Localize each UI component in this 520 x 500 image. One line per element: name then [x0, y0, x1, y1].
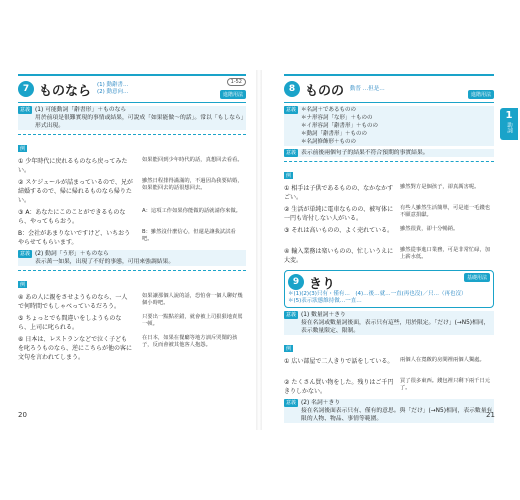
example-item: ② スケジュールが詰まっているので、兄が結婚するので、帰に帰れるものなら帰りたい。 雖然日程排得滿滿的，不過因為我要結婚，如果能回去的話很想回去。 [18, 178, 243, 204]
example-label: 例 [20, 146, 26, 152]
grammar-box-kiri [284, 270, 494, 308]
level-badge: 進階用法 [220, 90, 246, 99]
definition-row-2: 意義 (2) 名詞＋きり 接在名詞後面表示只有、僅有的意思。與「だけ」(→N5)相同，表示數量有限的人物、物品、事情等範圍。 [286, 400, 493, 422]
grammar-number: 8 [284, 81, 300, 97]
left-page: 7 ものなら (1) 動辭書… (2) 動意向… 1-52 進階用法 意義 (1) 可能動詞「辭書形」＋ものなら 用於前項是很難實現的事情或結果，可說成「如果能做～的話」。常以「もしなら」形式出現。 例 ① 少年時代に戻れるものなら戻ってみたい。 如果能回到少年時代的話，真想回去看看。 ② スケジュールが詰まっているので、兄が結婚するので、帰に帰れるものなら帰りたい。 雖然日程排得滿滿的，不過因為我要結婚，如果能回去的話很想回去。 ③ A：あなたにこのことができるものなら、やってもらおう。 A：這項工作如果你能做的話就請你來做。 B：会社があまりないですけど、いちおうやらせてもらいます。 B：雖然沒什麼信心，但還是讓我試試看吧。 意義 (2) 動詞「う形」＋ものなら 表示萬一如果，出現了不好的事態，可用來強調結果。 例 ④ あの人に親をさせようものなら、一人で何時間でもしゃべっているだろう。 如果讓那個人說的話，恐怕會一個人聊好幾個小時吧。 ⑤ ちょっとでも間違いをしようものなら、上司に叱られる。 只要出一點點差錯，就會被上司狠狠地責罵一頓。 ⑥ 日本は、レストランなどで泣く子どもを叱ろうものなら、逆にこちらが他の客に文句を言われてしまう。 在日本，如果在餐廳等地方訓斥哭鬧的孩子，反而會被其他客人抱怨。 [18, 74, 246, 424]
grammar-forms: 動普 …但是… [350, 85, 385, 92]
level-badge: 進階用法 [468, 90, 494, 99]
grammar-header-monono [284, 74, 494, 103]
example-item: ① 相手は子供であるものの、なかなかすごい。 雖然對方是個孩子，卻真厲害呢。 [284, 184, 480, 201]
grammar-title: ものの [305, 83, 345, 99]
book-spine [256, 70, 262, 430]
page-number-left: 20 [18, 411, 27, 419]
definition-row: 意義 ＊名詞＋であるものの ＊ナ形容詞「な形」＋ものの ＊イ形容詞「辭書形」＋ものの ＊動詞「辭書形」＋ものの ＊名詞修飾形＋ものの [284, 106, 494, 146]
example-item: ① 少年時代に戻れるものなら戻ってみたい。 如果能回到少年時代的話，真想回去看看。 [18, 157, 243, 174]
example-item: ④ 輸入業務は楽いものの、忙しいうえに大変。 雖然從事進口業務，可是非常忙碌，加上薪水低。 [284, 247, 491, 264]
grammar-number: 7 [18, 81, 34, 97]
definition-form: (1) 可能動詞「辭書形」＋ものなら [35, 107, 127, 113]
grammar-header-monara [18, 74, 246, 103]
definition-row-2: 意義 (2) 動詞「う形」＋ものなら 表示萬一如果，出現了不好的事態，可用來強調結果。 [18, 250, 246, 266]
example-item: ① 広い部屋で二人きりで話をしている。 兩個人在寬敞的房間裡兩個人獨處。 [284, 357, 485, 365]
page-number-right: 21 [486, 411, 495, 419]
level-badge: 基礎用法 [464, 273, 490, 282]
right-page: 8 ものの 動普 …但是… 進階用法 意義 ＊名詞＋であるものの ＊ナ形容詞「な形」＋ものの ＊イ形容詞「辭書形」＋ものの ＊動詞「辭書形」＋ものの ＊名詞修飾形＋ものの 意義 表示前後兩個句子的結果不符合預期的事實結果。 例 ① 相手は子供であるものの、なかなかすごい。 雖然對方是個孩子，卻真厲害呢。 ② 生活が単純に電車なものの、被写体に一円も寄付しない人がいる。 有些人雖然生活簡單，可是連一毛錢也不願意捐獻。 ③ それは高いものの、よく売れている。 雖然很貴，卻十分暢銷。 ④ 輸入業務は楽いものの、忙しいうえに大変。 雖然從事進口業務，可是非常忙碌，加上薪水低。 9 きり 基礎用法 ＊(1)(2)(3)只有・僅有… (4)…後…就…一直(再也沒)／只…（再也沒） ＊(5)表示狀態維持做…一直… 意義 (1) 數量詞＋きり 接在名詞或數量詞後面，表示只有這些，用於限定。「だけ」(→N5)相同，表示數量限定、限制。 例 ① 広い部屋で二人きりで話をしている。 兩個人在寬敞的房間裡兩個人獨處。 ② たくさん買い物をした。残りはご千円きりしかない。 買了很多東西。錢包裡只剩下兩千日元了。 意義 (2) 名詞＋きり 接在名詞後面表示只有、僅有的意思。與「だけ」(→N5)相同，表示數量有限的人物、物品、事情等範圍。 [284, 74, 494, 424]
example-item: ⑤ ちょっとでも間違いをしようものなら、上司に叱られる。 只要出一點點差錯，就會被上司狠狠地責罵一頓。 [18, 314, 243, 331]
grammar-header-kiri: 9 きり 基礎用法 [288, 273, 490, 291]
example-item: ② たくさん買い物をした。残りはご千円きりしかない。 買了很多東西。錢包裡只剩下兩千日元了。 [284, 378, 491, 395]
example-item: ④ あの人に親をさせようものなら、一人で何時間でもしゃべっているだろう。 如果讓那個人說的話，恐怕會一個人聊好幾個小時吧。 [18, 293, 243, 310]
definition-row [18, 106, 246, 130]
definition-desc: 用於前項是很難實現的事情或結果，可說成「如果能做～的話」。常以「もしなら」形式出現。 [35, 115, 244, 129]
grammar-title: ものなら [39, 83, 92, 99]
example-item: ③ A：あなたにこのことができるものなら、やってもらおう。 A：這項工作如果你能做的話就請你來做。 [18, 208, 241, 225]
grammar-forms: ＊(1)(2)(3)只有・僅有… (4)…後…就…一直(再也沒)／只…（再也沒） ＊(5)表示狀態維持做…一直… [288, 291, 467, 304]
chapter-tab[interactable]: 1 助詞 [500, 108, 518, 140]
example-item: ② 生活が単純に電車なものの、被写体に一円も寄付しない人がいる。 有些人雖然生活簡單，可是連一毛錢也不願意捐獻。 [284, 205, 491, 222]
definition-label: 意義 [20, 107, 31, 113]
example-item: ③ それは高いものの、よく売れている。 雖然很貴，卻十分暢銷。 [284, 226, 459, 234]
example-item: B：会社があまりないですけど、いちおうやらせてもらいます。 B：雖然沒什麼信心，但還是讓我試試看吧。 [18, 229, 236, 246]
example-item: ⑥ 日本は、レストランなどで泣く子どもを叱ろうものなら、逆にこちらが他の客に文句を言われてしまう。 在日本，如果在餐廳等地方訓斥哭鬧的孩子，反而會被其他客人抱怨。 [18, 335, 238, 361]
definition-row: 意義 (1) 數量詞＋きり 接在名詞或數量詞後面，表示只有這些，用於限定。「だけ」(→N5)相同，表示數量限定、限制。 [284, 311, 494, 335]
grammar-forms: (1) 動辭書… (2) 動意向… [97, 82, 129, 95]
definition-desc: 意義 表示前後兩個句子的結果不符合預期的事實結果。 [284, 149, 494, 157]
audio-track-icon[interactable]: 1-52 [227, 78, 246, 86]
